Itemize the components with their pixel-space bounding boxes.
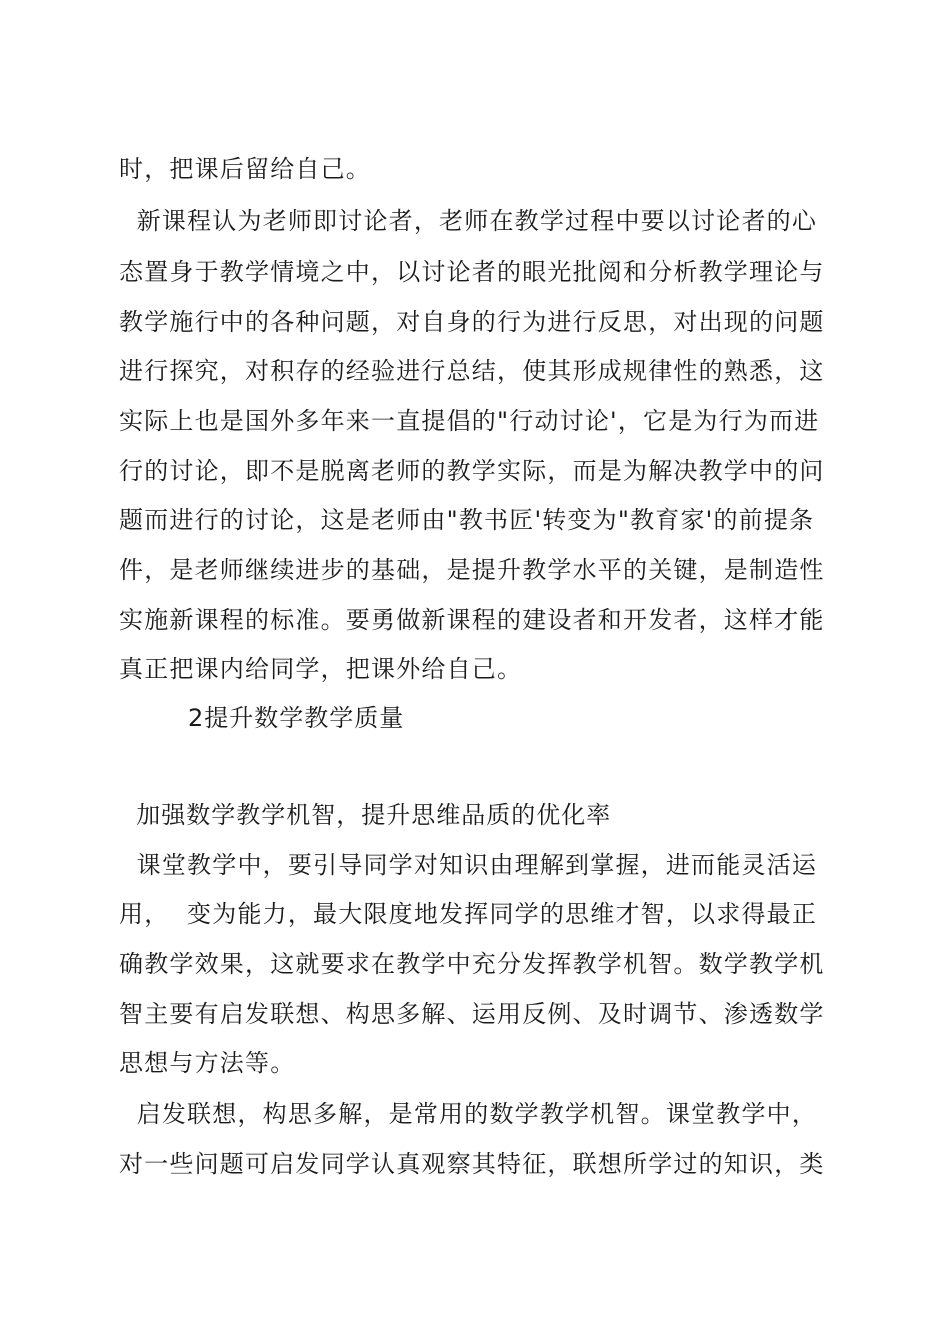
paragraph-line: 件，是老师继续进步的基础，是提升教学水平的关键，是制造性 bbox=[119, 556, 825, 584]
paragraph-line: 课堂教学中，要引导同学对知识由理解到掌握，进而能灵活运 bbox=[119, 851, 818, 879]
paragraph-line: 新课程认为老师即讨论者，老师在教学过程中要以讨论者的心 bbox=[119, 207, 818, 235]
paragraph-line: 思想与方法等。 bbox=[119, 1049, 296, 1077]
paragraph-line: 态置身于教学情境之中，以讨论者的眼光批阅和分析教学理论与 bbox=[119, 258, 825, 286]
paragraph-line: 时，把课后留给自己。 bbox=[119, 155, 371, 183]
section-heading: 2提升数学教学质量 bbox=[119, 704, 405, 732]
paragraph-line: 教学施行中的各种问题，对自身的行为进行反思，对出现的问题 bbox=[119, 308, 825, 336]
paragraph-line: 真正把课内给同学，把课外给自己。 bbox=[119, 655, 523, 683]
paragraph-line: 实施新课程的标准。要勇做新课程的建设者和开发者，这样才能 bbox=[119, 606, 825, 634]
paragraph-line: 对一些问题可启发同学认真观察其特征，联想所学过的知识，类 bbox=[119, 1150, 825, 1178]
paragraph-line: 用， 变为能力，最大限度地发挥同学的思维才智，以求得最正 bbox=[119, 900, 818, 928]
paragraph-line: 确教学效果，这就要求在教学中充分发挥教学机智。数学教学机 bbox=[119, 950, 825, 978]
subsection-heading: 加强数学教学机智，提升思维品质的优化率 bbox=[119, 801, 612, 829]
paragraph-line: 题而进行的讨论，这是老师由"教书匠'转变为"教育家'的前提条 bbox=[119, 506, 815, 534]
paragraph-line: 实际上也是国外多年来一直提倡的"行动讨论'，它是为行为而进 bbox=[119, 407, 820, 435]
paragraph-line: 进行探究，对积存的经验进行总结，使其形成规律性的熟悉，这 bbox=[119, 357, 825, 385]
paragraph-line: 行的讨论，即不是脱离老师的教学实际，而是为解决教学中的问 bbox=[119, 457, 825, 485]
paragraph-line: 智主要有启发联想、构思多解、运用反例、及时调节、渗透数学 bbox=[119, 1000, 825, 1028]
paragraph-line: 启发联想，构思多解，是常用的数学教学机智。课堂教学中， bbox=[119, 1100, 818, 1128]
